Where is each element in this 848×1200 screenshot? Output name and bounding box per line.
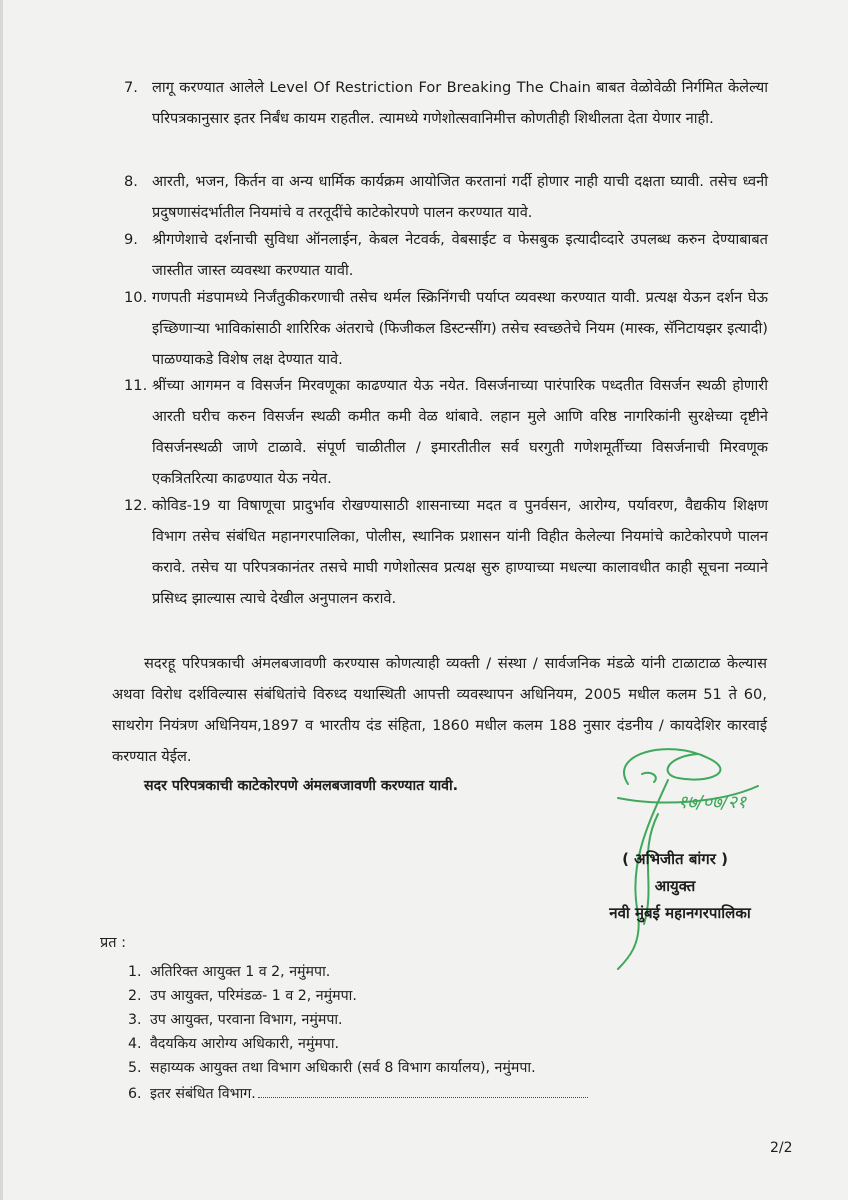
page-number: 2/2 bbox=[770, 1140, 793, 1156]
copy-item-number: 2. bbox=[128, 988, 142, 1004]
copy-to-heading: प्रत : bbox=[100, 935, 127, 951]
item-text: गणपती मंडपामध्ये निर्जंतुकीकरणाची तसेच थर्मल स्क्रिनिंगची पर्याप्त व्यवस्था करण्यात यावी. प्रत्यक्ष येऊन दर्शन घेऊ इच्छिणाऱ्या भाविकांसाठी शारिरिक अंतराचे (फिजीकल डिस्टन्सींग) तसेच स्वच्छतेचे नियम (मास्क, सॅनिटायझर इत्यादी) पाळण्याकडे विशेष लक्ष देण्यात यावे. bbox=[152, 289, 768, 368]
copy-item-number: 4. bbox=[128, 1036, 142, 1052]
copy-item-text: वैदयकिय आरोग्य अधिकारी, नमुंमपा. bbox=[150, 1036, 340, 1052]
signatory-office: नवी मुंबई महानगरपालिका bbox=[609, 904, 751, 922]
list-item bbox=[124, 72, 768, 134]
page-edge-shadow bbox=[0, 0, 3, 1200]
signatory-designation: आयुक्त bbox=[654, 877, 696, 895]
copy-to-item bbox=[128, 962, 330, 981]
copy-item-text: उप आयुक्त, परवाना विभाग, नमुंमपा. bbox=[150, 1012, 343, 1028]
paragraph-text: सदरहू परिपत्रकाची अंमलबजावणी करण्यास कोणत्याही व्यक्ती / संस्था / सार्वजनिक मंडळे यांनी टाळाटाळ केल्यास अथवा विरोध दर्शविल्यास संबंधितांचे विरुध्द यथास्थिती आपत्ती व्यवस्थापन अधिनियम, 2005 मधील कलम 51 ते 60, साथरोग नियंत्रण अधिनियम,1897 व भारतीय दंड संहिता, 1860 मधील कलम 188 नुसार दंडनीय / कायदेशिर कारवाई करण्यात येईल. bbox=[112, 655, 767, 765]
item-text: लागू करण्यात आलेले Level Of Restriction For Breaking The Chain बाबत वेळोवेळी निर्गमित केलेल्या परिपत्रकानुसार इतर निर्बंध कायम राहतील. त्यामध्ये गणेशोत्सवानिमीत्त कोणतीही शिथीलता देता येणार नाही. bbox=[152, 79, 768, 127]
item-text: श्रीगणेशाचे दर्शनाची सुविधा ऑनलाईन, केबल नेटवर्क, वेबसाईट व फेसबुक इत्यादीव्दारे उपलब्ध करुन देण्याबाबत जास्तीत जास्त व्यवस्था करण्यात यावी. bbox=[152, 231, 768, 279]
copy-to-item bbox=[128, 1058, 536, 1077]
closing-line: सदर परिपत्रकाची काटेकोरपणे अंमलबजावणी करण्यात यावी. bbox=[144, 778, 459, 794]
copy-to-item bbox=[128, 1084, 588, 1103]
copy-to-item bbox=[128, 1034, 339, 1053]
item-text: कोविड-19 या विषाणूचा प्रादुर्भाव रोखण्यासाठी शासनाच्या मदत व पुनर्वसन, आरोग्य, पर्यावरण, वैद्यकीय शिक्षण विभाग तसेच संबंधित महानगरपालिका, पोलीस, स्थानिक प्रशासन यांनी विहीत केलेल्या नियमांचे काटेकोरपणे पालन करावे. तसेच या परिपत्रकानंतर तसचे माघी गणेशोत्सव प्रत्यक्ष सुरु हाण्याच्या मधल्या कालावधीत काही सूचना नव्याने प्रसिध्द झाल्यास त्याचे देखील अनुपालन करावे. bbox=[152, 497, 768, 607]
item-number: 11. bbox=[124, 377, 148, 394]
copy-item-number: 1. bbox=[128, 964, 142, 980]
copy-item-number: 6. bbox=[128, 1086, 142, 1102]
copy-item-text: सहाय्यक आयुक्त तथा विभाग अधिकारी (सर्व 8 विभाग कार्यालय), नमुंमपा. bbox=[150, 1060, 536, 1076]
dotted-fill-line bbox=[258, 1087, 588, 1098]
item-number: 10. bbox=[124, 289, 148, 306]
item-text: श्रींच्या आगमन व विसर्जन मिरवणूका काढण्यात येऊ नयेत. विसर्जनाच्या पारंपारिक पध्दतीत विसर्जन स्थळी होणारी आरती घरीच करुन विसर्जन स्थळी कमीत कमी वेळ थांबावे. लहान मुले आणि वरिष्ठ नागरिकांनी सुरक्षेच्या दृष्टीने विसर्जनस्थळी जाणे टाळावे. संपूर्ण चाळीतील / इमारतीतील सर्व घरगुती गणेशमूर्तीच्या विसर्जनाची मिरवणूक एकत्रितरित्या काढण्यात येऊ नयेत. bbox=[152, 377, 768, 487]
copy-item-text: इतर संबंधित विभाग. bbox=[150, 1086, 256, 1102]
item-number: 12. bbox=[124, 497, 148, 514]
signature-date: १७/०७/२१ bbox=[678, 792, 747, 813]
copy-to-item bbox=[128, 1010, 343, 1029]
copy-to-item bbox=[128, 986, 357, 1005]
copy-item-number: 3. bbox=[128, 1012, 142, 1028]
list-item bbox=[124, 490, 768, 614]
item-text: आरती, भजन, किर्तन वा अन्य धार्मिक कार्यक्रम आयोजित करतानां गर्दी होणार नाही याची दक्षता घ्यावी. तसेच ध्वनी प्रदुषणासंदर्भातील नियमांचे व तरतूदींचे काटेकोरपणे पालन करण्यात यावे. bbox=[152, 173, 768, 221]
copy-item-text: उप आयुक्त, परिमंडळ- 1 व 2, नमुंमपा. bbox=[150, 988, 357, 1004]
item-number: 9. bbox=[124, 231, 138, 248]
signatory-name: ( अभिजीत बांगर ) bbox=[622, 850, 728, 868]
item-number: 7. bbox=[124, 79, 138, 96]
copy-item-text: अतिरिक्त आयुक्त 1 व 2, नमुंमपा. bbox=[150, 964, 331, 980]
copy-item-number: 5. bbox=[128, 1060, 142, 1076]
item-number: 8. bbox=[124, 173, 138, 190]
list-item bbox=[124, 224, 768, 286]
list-item bbox=[124, 166, 768, 228]
list-item bbox=[124, 282, 768, 375]
list-item bbox=[124, 370, 768, 494]
